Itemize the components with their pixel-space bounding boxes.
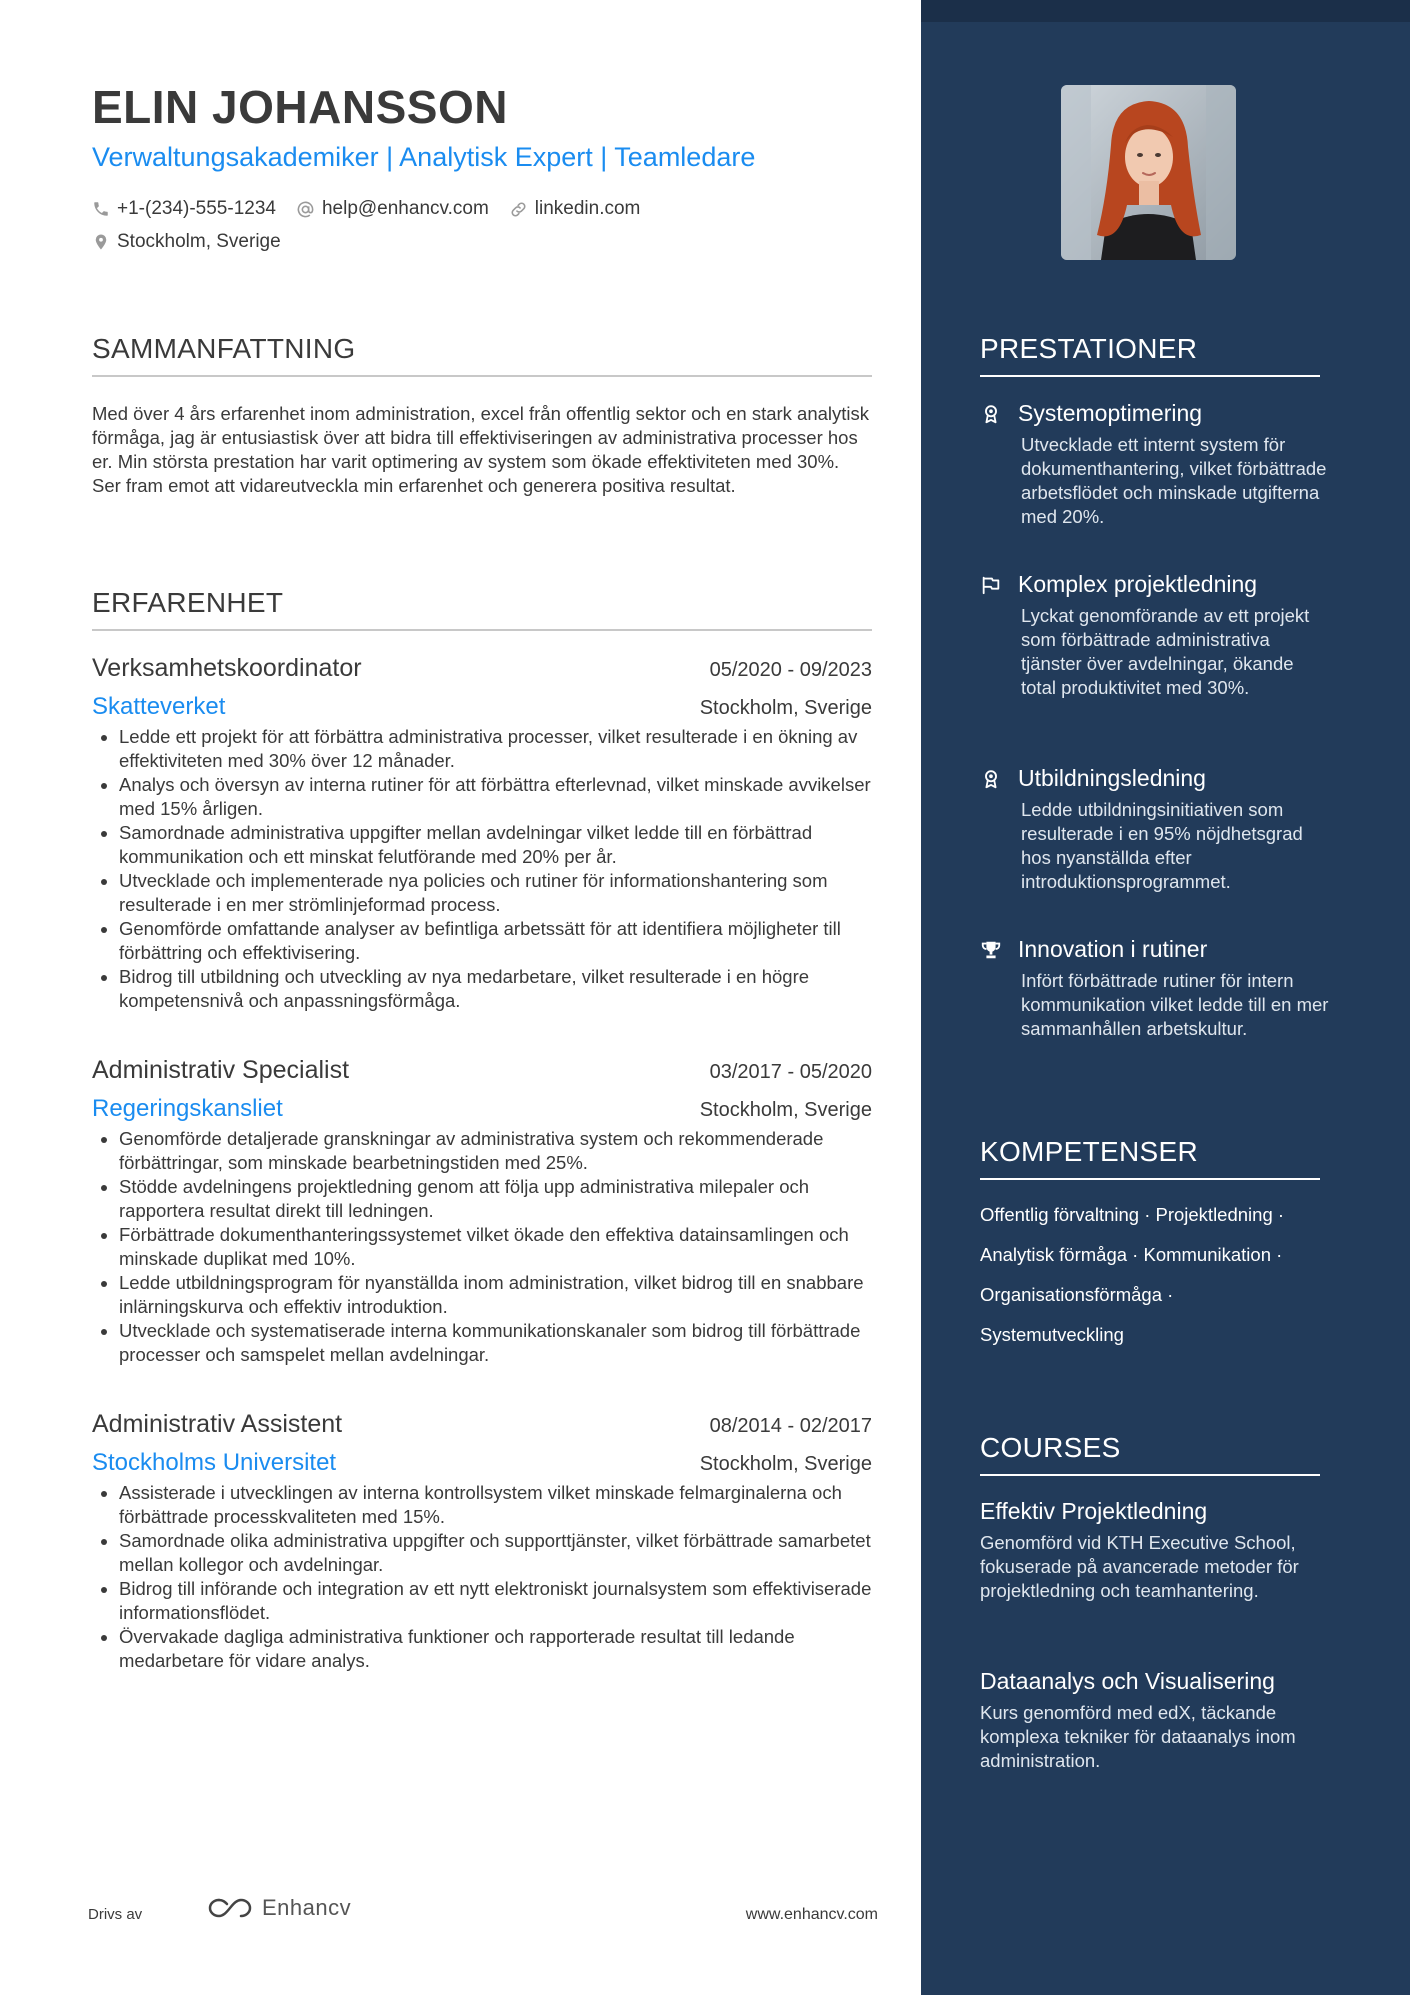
powered-by-label: Drivs av [88,1906,143,1923]
skills-line: Organisationsförmåga · [980,1284,1174,1305]
job-dates: 05/2020 - 09/2023 [709,659,872,681]
bullet-item: • Utvecklade och systematiserade interna kommunikationskanaler som bidrog till förbättrade processer och samspelet mellan avdelningar. [119,1319,872,1367]
job-dates: 08/2014 - 02/2017 [709,1415,872,1437]
enhancv-logo[interactable] [206,1895,351,1921]
phone-icon [92,200,110,218]
bullet-item: • Samordnade olika administrativa uppgifter och supporttjänster, vilket förbättrade samarbetet mellan kollegor och avdelningar. [119,1529,872,1577]
linkedin-contact[interactable] [509,198,641,220]
bullet-item: • Bidrog till utbildning och utveckling av nya medarbetare, vilket resulterade i en högre kompetensnivå och anpassningsförmåga. [119,965,872,1013]
contact-row [92,198,660,220]
company-name: Regeringskansliet [92,1095,283,1122]
course-description: Kurs genomförd med edX, täckande komplexa tekniker för dataanalys inom administration. [980,1702,1296,1771]
job-bullets [92,1127,872,1367]
skills-line: Analytisk förmåga · Kommunikation · [980,1244,1283,1265]
at-icon [296,200,315,219]
bullet-item: • Analys och översyn av interna rutiner för att förbättra efterlevnad, vilket minskade avvikelser med 15% årligen. [119,773,872,821]
bullet-item: • Övervakade dagliga administrativa funktioner och rapporterade resultat till ledande medarbetare för vidare analys. [119,1625,872,1673]
job-title: Administrativ Assistent [92,1410,343,1438]
skills-line: Offentlig förvaltning · Projektledning · [980,1204,1285,1225]
job-entry [92,654,872,1013]
achievement-item [980,571,1330,700]
location-pin-icon [92,233,110,251]
sidebar [921,0,1410,1995]
summary-heading: SAMMANFATTNING [92,333,872,377]
achievement-description: Lyckat genomförande av ett projekt som förbättrade administrativa tjänster över avdelningar, ökande total produktivitet med 30%. [1021,605,1310,698]
achievement-item [980,936,1330,1041]
achievement-title: Utbildningsledning [1018,765,1206,791]
candidate-name: ELIN JOHANSSON [92,81,508,133]
job-bullets [92,1481,872,1673]
bullet-item: • Förbättrade dokumenthanteringssystemet vilket ökade den effektiva datainsamlingen och minskade duplikat med 10%. [119,1223,872,1271]
bullet-item: • Ledde utbildningsprogram för nyanställda inom administration, vilket bidrog till en snabbare inlärningskurva och effektiv introduktion. [119,1271,872,1319]
location-text: Stockholm, Sverige [117,231,281,252]
job-dates: 03/2017 - 05/2020 [709,1061,872,1083]
course-title: Dataanalys och Visualisering [980,1668,1275,1694]
job-entry [92,1056,872,1367]
bullet-item: • Genomförde omfattande analyser av befintliga arbetssätt för att identifiera möjligheter till förbättring och effektivisering. [119,917,872,965]
email-contact[interactable] [296,198,489,220]
bullet-item: • Samordnade administrativa uppgifter mellan avdelningar vilket ledde till en förbättrad kommunikation och ett minskat felutförande med 20% per år. [119,821,872,869]
flag-icon [980,574,1002,596]
portrait-image [1061,85,1236,260]
sidebar-top-bar [921,0,1410,22]
achievement-description: Utvecklade ett internt system för dokumenthantering, vilket förbättrade arbetsflödet och minskade utgifterna med 20%. [1021,434,1327,527]
job-location: Stockholm, Sverige [699,697,872,719]
trophy-icon [980,939,1002,961]
bullet-item: • Assisterade i utvecklingen av interna kontrollsystem vilket minskade felmarginalerna och förbättrade processkvaliteten med 15%. [119,1481,872,1529]
summary-text: Med över 4 års erfarenhet inom administration, excel från offentlig sektor och en stark analytisk förmåga, jag är entusiastisk över att bidra till effektiviseringen av administrativa processer hos er. Min största prestation har varit optimering av system som ökade effektiviteten med 30%. Ser fram emot att vidareutveckla min erfarenhet och generera positiva resultat. [92,403,870,496]
bullet-item: • Ledde ett projekt för att förbättra administrativa processer, vilket resulterade i en ökning av effektiviteten med 30% över 12 månader. [119,725,872,773]
bullet-item: • Genomförde detaljerade granskningar av administrativa system och rekommenderade förbättringar, som minskade bearbetningstiden med 25%. [119,1127,872,1175]
company-name: Stockholms Universitet [92,1449,337,1476]
achievement-title: Systemoptimering [1018,400,1203,426]
course-item [980,1498,1330,1603]
job-location: Stockholm, Sverige [699,1453,872,1475]
experience-heading: ERFARENHET [92,587,872,631]
website-link[interactable]: www.enhancv.com [745,1906,878,1923]
achievements-heading: PRESTATIONER [980,333,1320,377]
course-description: Genomförd vid KTH Executive School, fokuserade på avancerade metoder för projektledning och teamhantering. [980,1532,1299,1601]
profile-photo [1061,85,1236,260]
achievement-item [980,400,1330,529]
infinity-logo-icon [206,1895,254,1921]
linkedin-text: linkedin.com [534,198,641,219]
achievement-item [980,765,1330,894]
bullet-item: • Stödde avdelningens projektledning genom att följa upp administrativa milepaler och rapportera resultat direkt till ledningen. [119,1175,872,1223]
bullet-item: • Utvecklade och implementerade nya policies och rutiner för informationshantering som resulterade i en mer strömlinjeformad process. [119,869,872,917]
achievement-title: Innovation i rutiner [1018,936,1208,962]
phone-text: +1-(234)-555-1234 [117,198,276,219]
award-icon [980,403,1002,425]
job-location: Stockholm, Sverige [699,1099,872,1121]
courses-heading: COURSES [980,1432,1320,1476]
skills-line: Systemutveckling [980,1324,1124,1345]
headline: Verwaltungsakademiker | Analytisk Expert | Teamledare [92,142,756,172]
email-text: help@enhancv.com [321,198,489,219]
achievement-description: Ledde utbildningsinitiativen som resulterade i en 95% nöjdhetsgrad hos nyanställda efter introduktionsprogrammet. [1021,799,1303,892]
phone-contact[interactable] [92,198,276,220]
award-icon [980,768,1002,790]
bullet-item: • Bidrog till införande och integration av ett nytt elektroniskt journalsystem som effektiviserade informationsflödet. [119,1577,872,1625]
brand-name: Enhancv [262,1895,352,1920]
course-item [980,1668,1330,1773]
job-title: Verksamhetskoordinator [92,654,362,682]
location-contact [92,231,281,253]
footer [88,1895,878,1935]
job-title: Administrativ Specialist [92,1056,350,1084]
achievement-description: Infört förbättrade rutiner för intern kommunikation vilket ledde till en mer sammanhållen arbetskultur. [1021,970,1329,1039]
job-bullets [92,725,872,1013]
achievement-title: Komplex projektledning [1018,571,1258,597]
skills-heading: KOMPETENSER [980,1136,1320,1180]
course-title: Effektiv Projektledning [980,1498,1208,1524]
skills-list [980,1195,1330,1355]
location-row [92,231,301,253]
job-entry [92,1410,872,1673]
company-name: Skatteverket [92,693,226,720]
link-icon [509,200,528,219]
